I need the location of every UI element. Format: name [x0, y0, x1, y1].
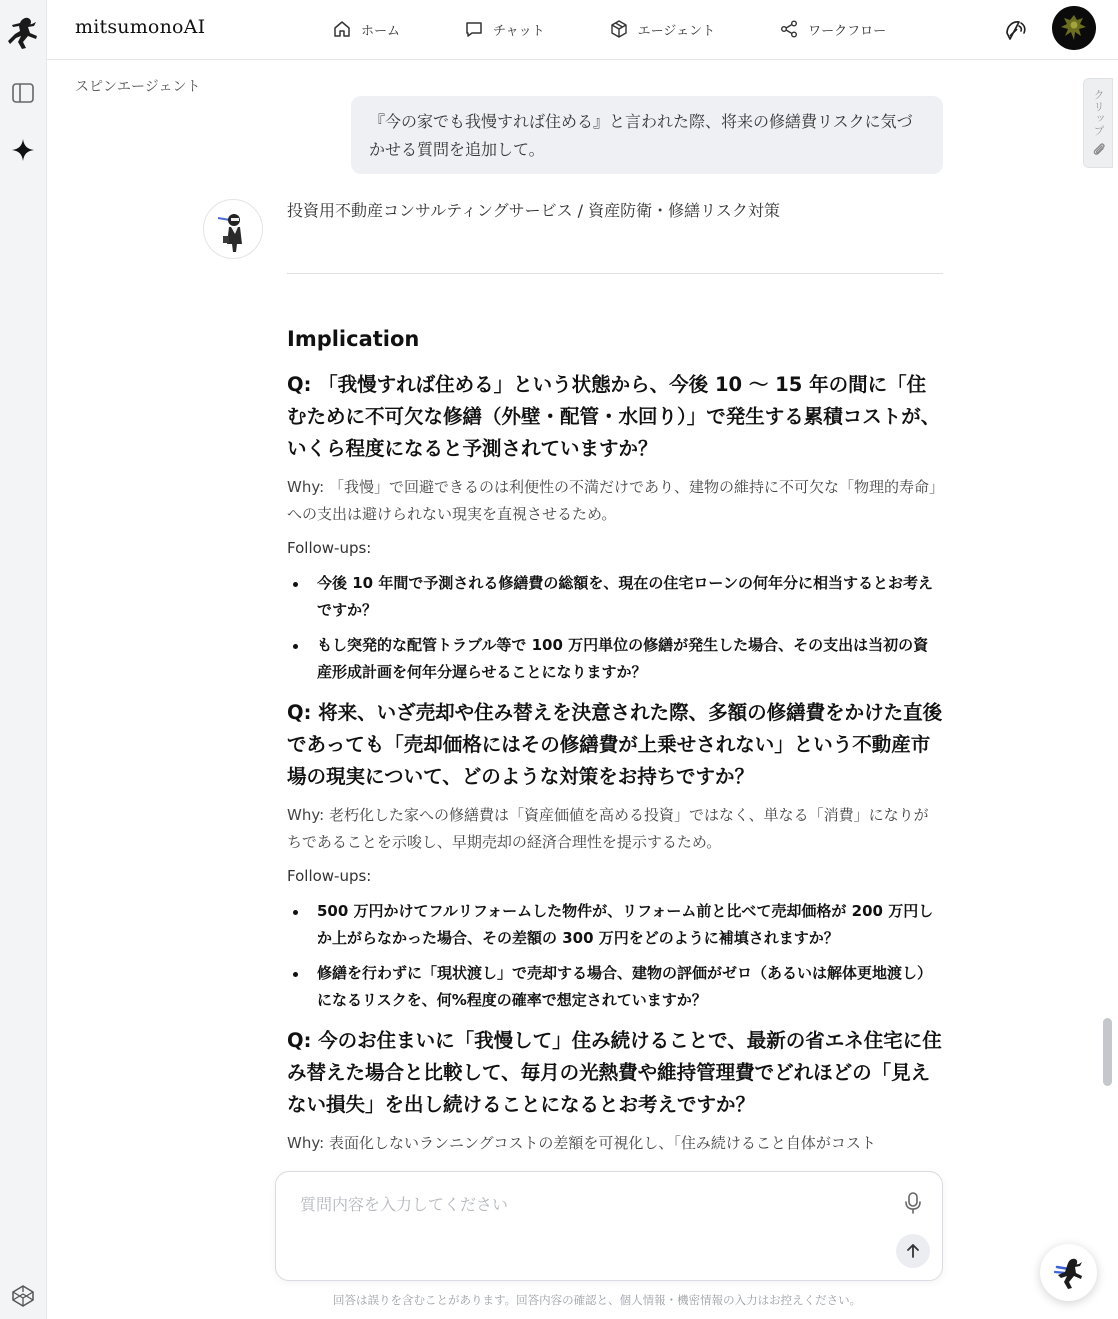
ninja-agent-icon	[204, 200, 263, 259]
section-title: Implication	[287, 327, 420, 351]
question-why: Why: 老朽化した家への修繕費は「資産価値を高める投資」ではなく、単なる「消費」になりがちであることを示唆し、早期売却の経済合理性を提示するため。	[287, 806, 929, 851]
nav-agent-label: エージェント	[637, 23, 716, 39]
nav-workflow[interactable]	[779, 16, 886, 42]
nav-workflow-label: ワークフロー	[808, 23, 887, 39]
question-heading: Q: 今のお住まいに「我慢して」住み続けることで、最新の省エネ住宅に住み替えた場合と比較して、毎月の光熱費や維持管理費でどれほどの「見えない損失」を出し続けることになるとお考えですか？	[287, 1029, 942, 1116]
share-icon	[779, 19, 799, 39]
question-why: Why: 「我慢」で回避できるのは利便性の不満だけであり、建物の維持に不可欠な「物理的寿命」への支出は避けられない現実を直視させるため。	[287, 478, 937, 523]
chat-input-placeholder[interactable]: 質問内容を入力してください	[300, 1195, 509, 1214]
user-message-bubble: 『今の家でも我慢すれば住める』と言われた際、将来の修繕費リスクに気づかせる質問を追加して。	[351, 96, 943, 174]
main-nav	[332, 16, 950, 42]
followup-list	[287, 898, 943, 1014]
left-rail	[0, 0, 47, 1319]
satellite-icon[interactable]	[1003, 17, 1029, 43]
agent-answer	[287, 196, 943, 1162]
nav-chat[interactable]	[464, 16, 545, 42]
followup-item: 修繕を行わずに「現状渡し」で売却する場合、建物の評価がゼロ（あるいは解体更地渡し）になるリスクを、何%程度の確率で想定されていますか？	[287, 960, 943, 1014]
input-disclaimer: 回答は誤りを含むことがあります。回答内容の確認と、個人情報・機密情報の入力はお控えください。	[333, 1293, 862, 1307]
nav-agent[interactable]	[609, 16, 715, 42]
followup-item: 今後 10 年間で予測される修繕費の総額を、現在の住宅ローンの何年分に相当するとお考えですか？	[287, 570, 943, 624]
codepen-cube-icon[interactable]	[11, 1284, 35, 1308]
cube-icon	[609, 19, 629, 39]
paperclip-icon	[1091, 141, 1107, 157]
ninja-run-icon	[1049, 1253, 1089, 1293]
scrollbar-thumb[interactable]	[1103, 1018, 1112, 1086]
brand-name[interactable]: mitsumonoAI	[75, 16, 206, 38]
question-heading: Q: 「我慢すれば住める」という状態から、今後 10 〜 15 年の間に「住むために不可欠な修繕（外壁・配管・水回り）」で発生する累積コストが、いくら程度になると予測されていますか？	[287, 373, 941, 460]
nav-home-label: ホーム	[361, 23, 401, 39]
sidebar-toggle-icon[interactable]	[11, 82, 35, 104]
top-header	[47, 0, 1118, 60]
followups-label: Follow-ups:	[287, 539, 372, 557]
breadcrumb[interactable]: スピンエージェント	[75, 79, 201, 95]
question-heading: Q: 将来、いざ売却や住み替えを決意された際、多額の修繕費をかけた直後であっても「売却価格にはその修繕費が上乗せされない」という不動産市場の現実について、どのような対策をお持ちですか？	[287, 701, 943, 788]
nav-chat-label: チャット	[493, 23, 545, 39]
followup-list	[287, 570, 943, 686]
send-button[interactable]	[896, 1234, 930, 1268]
sparkle-icon[interactable]	[10, 137, 36, 163]
chat-input-box[interactable]	[275, 1171, 943, 1281]
followups-label: Follow-ups:	[287, 867, 372, 885]
question-why: Why: 表面化しないランニングコストの差額を可視化し、「住み続けること自体がコスト	[287, 1134, 876, 1152]
arrow-up-icon	[904, 1242, 922, 1260]
user-avatar[interactable]	[1052, 6, 1096, 50]
ninja-logo-icon[interactable]	[6, 14, 40, 50]
clip-side-tab[interactable]	[1083, 78, 1113, 168]
home-icon	[332, 19, 352, 39]
clip-tab-label: クリップ	[1092, 89, 1105, 137]
followup-item: 500 万円かけてフルリフォームした物件が、リフォーム前と比べて売却価格が 200 万円しか上がらなかった場合、その差額の 300 万円をどのように補填されますか？	[287, 898, 943, 952]
answer-subheading: 投資用不動産コンサルティングサービス / 資産防衛・修繕リスク対策	[287, 201, 780, 220]
assistant-fab-button[interactable]	[1040, 1244, 1097, 1301]
nav-home[interactable]	[332, 16, 400, 42]
avatar-figure-icon	[1052, 6, 1096, 50]
chat-icon	[464, 19, 484, 39]
divider	[287, 273, 943, 274]
agent-avatar	[203, 199, 263, 259]
microphone-icon[interactable]	[903, 1191, 923, 1215]
followup-item: もし突発的な配管トラブル等で 100 万円単位の修繕が発生した場合、その支出は当初の資産形成計画を何年分遅らせることになりますか？	[287, 632, 943, 686]
